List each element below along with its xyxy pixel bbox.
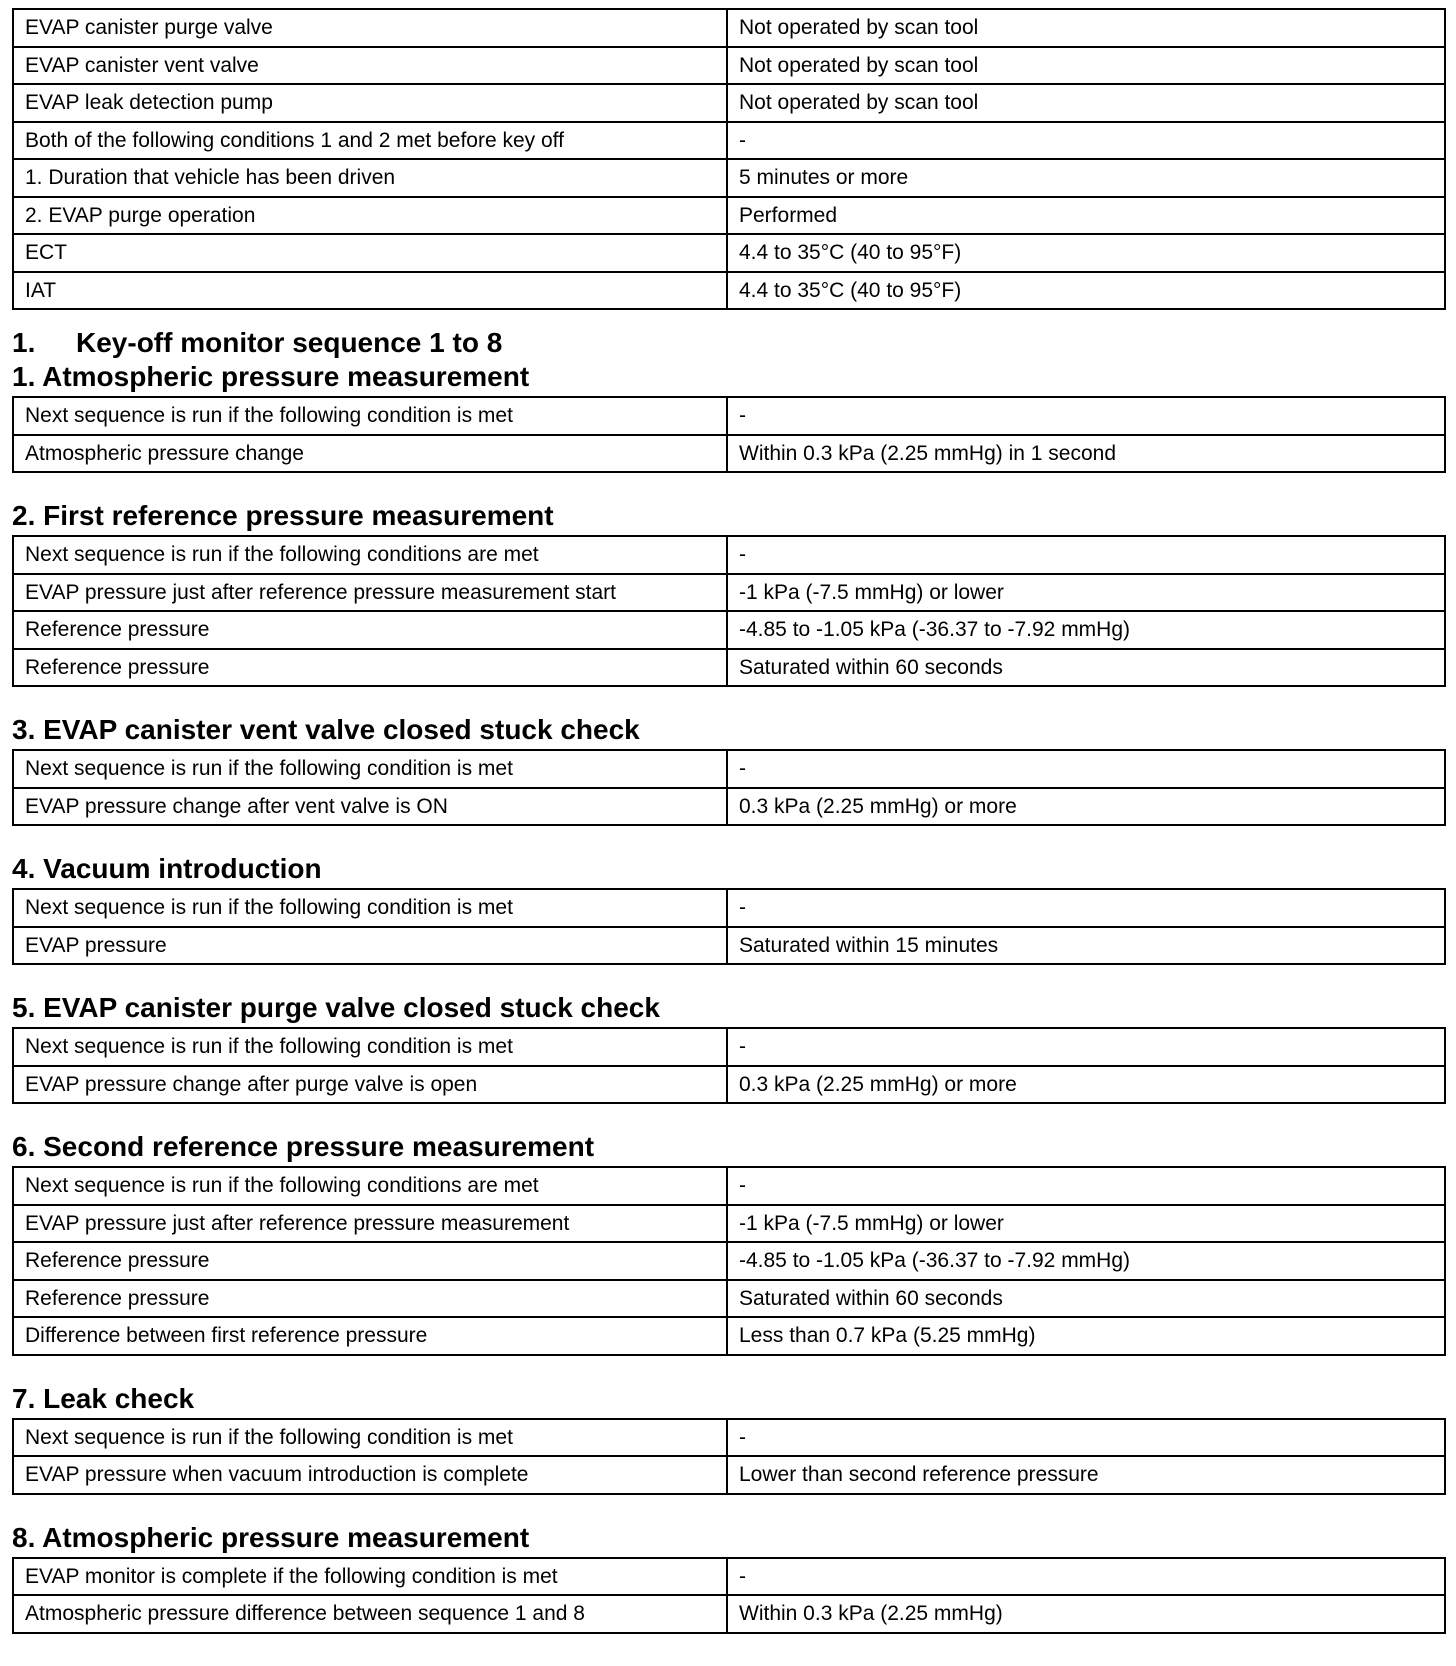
condition-value-cell: Saturated within 15 minutes — [727, 927, 1445, 965]
table-row — [13, 47, 1445, 85]
condition-label-cell: Reference pressure — [13, 649, 727, 687]
condition-value-cell: - — [727, 889, 1445, 927]
condition-label-cell: EVAP leak detection pump — [13, 84, 727, 122]
table-row — [13, 750, 1445, 788]
section-table — [12, 1557, 1446, 1634]
sequence-section — [12, 991, 1456, 1130]
table-row — [13, 1205, 1445, 1243]
condition-label-cell: EVAP monitor is complete if the following condition is met — [13, 1558, 727, 1596]
condition-value-cell: -1 kPa (-7.5 mmHg) or lower — [727, 574, 1445, 612]
condition-value-cell: - — [727, 122, 1445, 160]
condition-label-cell: Difference between first reference pressure — [13, 1317, 727, 1355]
section-table — [12, 396, 1446, 473]
table-row — [13, 1317, 1445, 1355]
section-table — [12, 1166, 1446, 1356]
table-row — [13, 536, 1445, 574]
table-row — [13, 1456, 1445, 1494]
condition-label-cell: Reference pressure — [13, 1280, 727, 1318]
condition-label-cell: EVAP canister purge valve — [13, 9, 727, 47]
section-table — [12, 888, 1446, 965]
sequence-section — [12, 360, 1456, 499]
condition-value-cell: Within 0.3 kPa (2.25 mmHg) in 1 second — [727, 435, 1445, 473]
condition-value-cell: 5 minutes or more — [727, 159, 1445, 197]
section-spacer — [12, 473, 1456, 499]
table-row — [13, 122, 1445, 160]
sequence-section — [12, 499, 1456, 713]
table-row — [13, 1419, 1445, 1457]
section-spacer — [12, 1356, 1456, 1382]
section-heading: 5. EVAP canister purge valve closed stuck check — [12, 992, 660, 1023]
table-row — [13, 1280, 1445, 1318]
condition-label-cell: IAT — [13, 272, 727, 310]
section-spacer — [12, 826, 1456, 852]
sequence-section — [12, 852, 1456, 991]
condition-value-cell: - — [727, 1419, 1445, 1457]
section-heading: 8. Atmospheric pressure measurement — [12, 1521, 530, 1553]
condition-value-cell: Lower than second reference pressure — [727, 1456, 1445, 1494]
table-row — [13, 574, 1445, 612]
table-row — [13, 889, 1445, 927]
condition-value-cell: Performed — [727, 197, 1445, 235]
table-row — [13, 649, 1445, 687]
condition-value-cell: Less than 0.7 kPa (5.25 mmHg) — [727, 1317, 1445, 1355]
section-table — [12, 749, 1446, 826]
section-spacer — [12, 687, 1456, 713]
section-table — [12, 1418, 1446, 1495]
condition-label-cell: Next sequence is run if the following condition is met — [13, 750, 727, 788]
condition-label-cell: EVAP pressure just after reference pressure measurement — [13, 1205, 727, 1243]
condition-label-cell: EVAP pressure just after reference pressure measurement start — [13, 574, 727, 612]
table-row — [13, 788, 1445, 826]
condition-label-cell: Next sequence is run if the following condition is met — [13, 1419, 727, 1457]
condition-value-cell: 4.4 to 35°C (40 to 95°F) — [727, 234, 1445, 272]
sequence-section — [12, 1521, 1456, 1634]
condition-label-cell: Next sequence is run if the following condition is met — [13, 1028, 727, 1066]
condition-value-cell: Not operated by scan tool — [727, 9, 1445, 47]
condition-label-cell: Reference pressure — [13, 611, 727, 649]
section-table — [12, 1027, 1446, 1104]
table-row — [13, 1595, 1445, 1633]
condition-value-cell: - — [727, 536, 1445, 574]
section-table-body — [13, 397, 1445, 472]
condition-label-cell: Next sequence is run if the following conditions are met — [13, 536, 727, 574]
condition-label-cell: Atmospheric pressure difference between sequence 1 and 8 — [13, 1595, 727, 1633]
section-table-body — [13, 1167, 1445, 1355]
condition-label-cell: ECT — [13, 234, 727, 272]
section-spacer — [12, 1495, 1456, 1521]
section-heading: 1. Atmospheric pressure measurement — [12, 361, 530, 392]
section-heading: 7. Leak check — [12, 1382, 195, 1414]
table-row — [13, 397, 1445, 435]
condition-value-cell: -1 kPa (-7.5 mmHg) or lower — [727, 1205, 1445, 1243]
condition-value-cell: Within 0.3 kPa (2.25 mmHg) — [727, 1595, 1445, 1633]
condition-label-cell: Next sequence is run if the following condition is met — [13, 397, 727, 435]
section-table-body — [13, 1419, 1445, 1494]
main-heading — [12, 326, 1456, 360]
condition-label-cell: EVAP pressure when vacuum introduction is complete — [13, 1456, 727, 1494]
condition-value-cell: Not operated by scan tool — [727, 47, 1445, 85]
condition-value-cell: - — [727, 397, 1445, 435]
table-row — [13, 1066, 1445, 1104]
condition-label-cell: EVAP pressure change after purge valve is open — [13, 1066, 727, 1104]
condition-value-cell: - — [727, 1558, 1445, 1596]
section-heading: 4. Vacuum introduction — [12, 853, 322, 884]
condition-label-cell: 2. EVAP purge operation — [13, 197, 727, 235]
condition-value-cell: -4.85 to -1.05 kPa (-36.37 to -7.92 mmHg) — [727, 1242, 1445, 1280]
section-heading: 3. EVAP canister vent valve closed stuck check — [12, 714, 640, 745]
section-spacer — [12, 965, 1456, 991]
table-row — [13, 234, 1445, 272]
section-table-body — [13, 536, 1445, 686]
conditions-table — [12, 8, 1446, 310]
condition-label-cell: Next sequence is run if the following condition is met — [13, 889, 727, 927]
section-table-body — [13, 750, 1445, 825]
table-row — [13, 611, 1445, 649]
condition-label-cell: EVAP pressure change after vent valve is ON — [13, 788, 727, 826]
table-row — [13, 435, 1445, 473]
table-row — [13, 197, 1445, 235]
table-row — [13, 1558, 1445, 1596]
condition-label-cell: EVAP pressure — [13, 927, 727, 965]
main-heading-number: 1. — [12, 327, 36, 358]
table-row — [13, 272, 1445, 310]
section-table-body — [13, 1028, 1445, 1103]
table-row — [13, 1242, 1445, 1280]
sequence-section — [12, 713, 1456, 852]
condition-value-cell: - — [727, 1167, 1445, 1205]
section-table-body — [13, 889, 1445, 964]
section-heading: 2. First reference pressure measurement — [12, 500, 554, 531]
condition-label-cell: Next sequence is run if the following conditions are met — [13, 1167, 727, 1205]
condition-value-cell: Saturated within 60 seconds — [727, 1280, 1445, 1318]
condition-label-cell: 1. Duration that vehicle has been driven — [13, 159, 727, 197]
table-row — [13, 927, 1445, 965]
condition-label-cell: Atmospheric pressure change — [13, 435, 727, 473]
condition-value-cell: 0.3 kPa (2.25 mmHg) or more — [727, 1066, 1445, 1104]
table-row — [13, 9, 1445, 47]
condition-value-cell: 4.4 to 35°C (40 to 95°F) — [727, 272, 1445, 310]
section-heading: 6. Second reference pressure measurement — [12, 1131, 595, 1162]
condition-value-cell: Not operated by scan tool — [727, 84, 1445, 122]
condition-value-cell: 0.3 kPa (2.25 mmHg) or more — [727, 788, 1445, 826]
section-spacer — [12, 1104, 1456, 1130]
section-table — [12, 535, 1446, 687]
section-table-body — [13, 1558, 1445, 1633]
conditions-table-body — [13, 9, 1445, 309]
table-row — [13, 159, 1445, 197]
condition-value-cell: - — [727, 1028, 1445, 1066]
condition-value-cell: Saturated within 60 seconds — [727, 649, 1445, 687]
condition-label-cell: Reference pressure — [13, 1242, 727, 1280]
condition-value-cell: -4.85 to -1.05 kPa (-36.37 to -7.92 mmHg) — [727, 611, 1445, 649]
condition-label-cell: EVAP canister vent valve — [13, 47, 727, 85]
sequence-section — [12, 1130, 1456, 1382]
sequence-section — [12, 1382, 1456, 1521]
sequence-sections — [12, 360, 1456, 1634]
table-row — [13, 1167, 1445, 1205]
condition-label-cell: Both of the following conditions 1 and 2 met before key off — [13, 122, 727, 160]
table-row — [13, 84, 1445, 122]
main-heading-text: Key-off monitor sequence 1 to 8 — [76, 327, 503, 358]
table-row — [13, 1028, 1445, 1066]
condition-value-cell: - — [727, 750, 1445, 788]
